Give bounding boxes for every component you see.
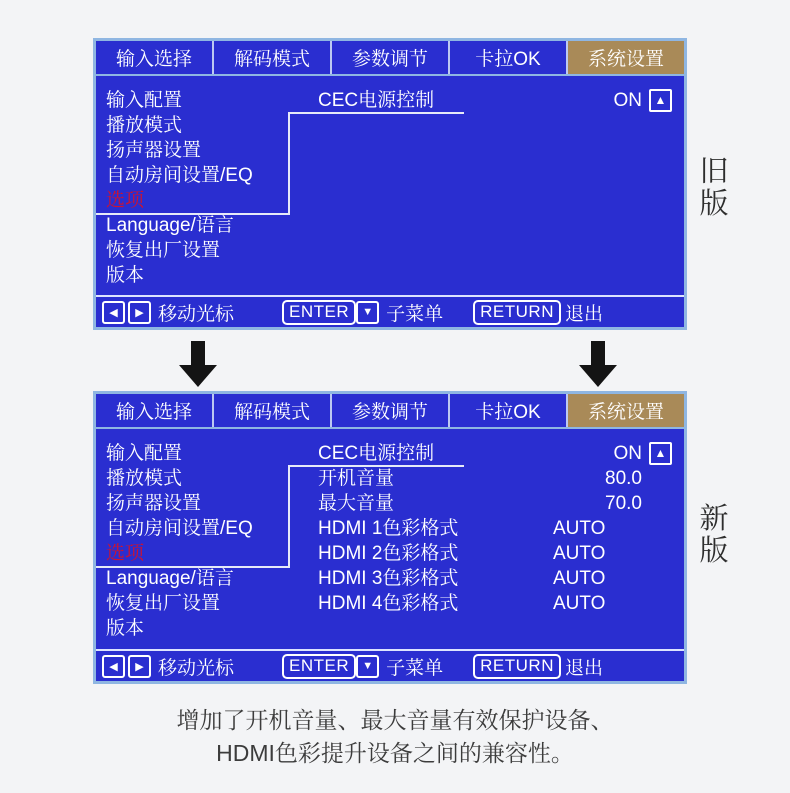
osd-panel-old-version — [93, 38, 687, 330]
tab-decode-mode[interactable]: 解码模式 — [212, 41, 330, 74]
setting-value[interactable]: 80.0 — [605, 468, 642, 489]
submenu-hint: 子菜单 — [386, 303, 444, 325]
right-arrow-icon: ▶ — [128, 301, 151, 324]
setting-label: CEC电源控制 — [318, 90, 435, 111]
setting-value[interactable]: AUTO — [553, 543, 606, 564]
submenu — [96, 88, 684, 113]
hint-bar — [96, 649, 684, 681]
setting-label: HDMI 3色彩格式 — [318, 568, 459, 589]
row-hdmi2-color-format — [96, 541, 684, 566]
tab-karaoke[interactable]: 卡拉OK — [448, 394, 566, 427]
tab-system-settings[interactable]: 系统设置 — [566, 394, 684, 427]
setting-label: HDMI 1色彩格式 — [318, 518, 459, 539]
tab-parameter-adjust[interactable]: 参数调节 — [330, 41, 448, 74]
setting-value[interactable]: ON — [613, 443, 642, 464]
caption — [0, 704, 790, 770]
submenu-hint: 子菜单 — [386, 657, 444, 679]
sidebar — [106, 88, 253, 288]
submenu — [96, 441, 684, 616]
old-version-label: 旧版 — [699, 156, 729, 220]
row-power-on-volume — [96, 466, 684, 491]
row-hdmi3-color-format — [96, 566, 684, 591]
menu-content — [96, 76, 684, 295]
sidebar-item-auto-room-setup-eq[interactable]: 自动房间设置/EQ — [106, 518, 253, 539]
exit-hint: 退出 — [565, 657, 604, 679]
setting-value[interactable]: AUTO — [553, 568, 606, 589]
sidebar-item-play-mode[interactable]: 播放模式 — [106, 115, 183, 136]
enter-key-badge: ENTER — [282, 300, 356, 325]
move-cursor-hint: 移动光标 — [158, 657, 235, 679]
right-arrow-icon: ▶ — [128, 655, 151, 678]
tab-decode-mode[interactable]: 解码模式 — [212, 394, 330, 427]
enter-key-badge: ENTER — [282, 654, 356, 679]
down-arrow-icon: ▼ — [356, 655, 379, 678]
row-hdmi1-color-format — [96, 516, 684, 541]
osd-panel-new-version — [93, 391, 687, 684]
left-arrow-icon: ◀ — [102, 301, 125, 324]
setting-label: 开机音量 — [318, 468, 395, 489]
sidebar-item-factory-reset[interactable]: 恢复出厂设置 — [106, 240, 221, 261]
tab-bar — [96, 41, 684, 76]
setting-label: 最大音量 — [318, 493, 395, 514]
row-cec-power-control — [96, 88, 684, 113]
sidebar-item-version[interactable]: 版本 — [106, 265, 145, 286]
setting-value[interactable]: AUTO — [553, 518, 606, 539]
row-cec-power-control — [96, 441, 684, 466]
caption-line-1: 增加了开机音量、最大音量有效保护设备、 — [176, 707, 614, 733]
sidebar-item-options[interactable]: 选项 — [106, 190, 145, 211]
row-max-volume — [96, 491, 684, 516]
setting-value[interactable]: ON — [613, 90, 642, 111]
sidebar-item-factory-reset[interactable]: 恢复出厂设置 — [106, 593, 221, 614]
left-arrow-icon: ◀ — [102, 655, 125, 678]
tab-input-select[interactable]: 输入选择 — [115, 49, 192, 70]
tab-input-select[interactable]: 输入选择 — [115, 402, 192, 423]
sidebar-item-input-config[interactable]: 输入配置 — [106, 90, 183, 111]
setting-value[interactable]: 70.0 — [605, 493, 642, 514]
setting-label: HDMI 2色彩格式 — [318, 543, 459, 564]
transition-down-arrow-left — [179, 341, 217, 387]
return-key-badge: RETURN — [473, 654, 561, 679]
transition-down-arrow-right — [579, 341, 617, 387]
new-version-label: 新版 — [699, 503, 729, 567]
tab-bar — [96, 394, 684, 429]
row-hdmi4-color-format — [96, 591, 684, 616]
tab-karaoke[interactable]: 卡拉OK — [448, 41, 566, 74]
submenu-connector-vline — [288, 112, 290, 214]
sidebar-item-version[interactable]: 版本 — [106, 618, 145, 639]
sidebar-item-auto-room-setup-eq[interactable]: 自动房间设置/EQ — [106, 165, 253, 186]
menu-content — [96, 429, 684, 648]
setting-value[interactable]: AUTO — [553, 593, 606, 614]
sidebar-item-language[interactable]: Language/语言 — [106, 215, 234, 236]
sidebar-item-options[interactable]: 选项 — [106, 543, 145, 564]
sidebar-item-play-mode[interactable]: 播放模式 — [106, 468, 183, 489]
setting-label: CEC电源控制 — [318, 443, 435, 464]
sidebar-item-language[interactable]: Language/语言 — [106, 568, 234, 589]
tab-system-settings[interactable]: 系统设置 — [566, 41, 684, 74]
exit-hint: 退出 — [565, 303, 604, 325]
sidebar-item-speaker-setup[interactable]: 扬声器设置 — [106, 493, 202, 514]
setting-label: HDMI 4色彩格式 — [318, 593, 459, 614]
tab-parameter-adjust[interactable]: 参数调节 — [330, 394, 448, 427]
up-arrow-icon[interactable]: ▲ — [649, 89, 672, 112]
sidebar-item-speaker-setup[interactable]: 扬声器设置 — [106, 140, 202, 161]
hint-bar — [96, 295, 684, 327]
move-cursor-hint: 移动光标 — [158, 303, 235, 325]
down-arrow-icon: ▼ — [356, 301, 379, 324]
sidebar-item-input-config[interactable]: 输入配置 — [106, 443, 183, 464]
return-key-badge: RETURN — [473, 300, 561, 325]
up-arrow-icon[interactable]: ▲ — [649, 442, 672, 465]
caption-line-2: HDMI色彩提升设备之间的兼容性。 — [216, 740, 574, 766]
